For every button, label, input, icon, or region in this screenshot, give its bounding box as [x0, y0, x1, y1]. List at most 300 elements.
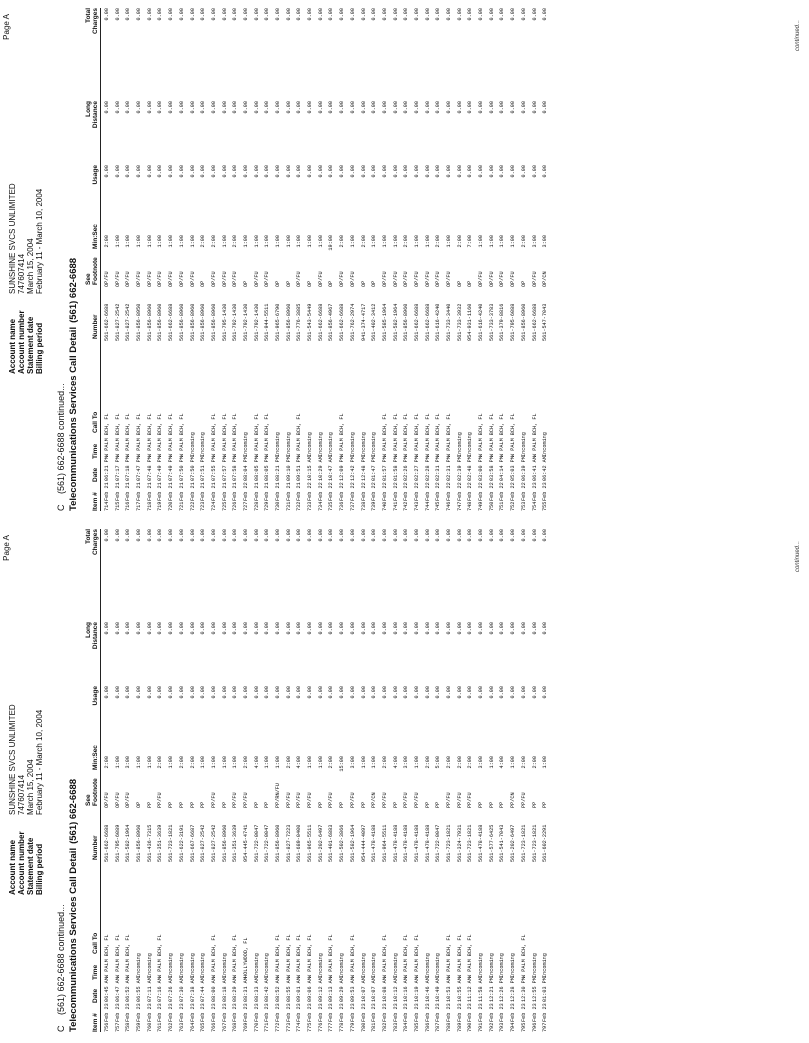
table-row	[412, 529, 423, 1032]
cell-time: 10:15 AM	[307, 456, 314, 481]
cell-time: 06:47 AM	[114, 977, 121, 1002]
cell-item: 767	[221, 1022, 228, 1032]
cell-footnote: OP	[360, 280, 367, 287]
cell-long-distance: 0.00	[296, 622, 303, 635]
cell-call-to: W PALM BCH, FL	[403, 413, 410, 457]
cell-min-sec: 2:00	[456, 756, 463, 769]
table-row	[391, 529, 402, 1032]
cell-total-charges: 0.00	[381, 529, 388, 542]
table-row	[508, 8, 519, 511]
cell-usage: 0.00	[200, 686, 207, 699]
cell-date: Feb 21	[114, 482, 121, 501]
cell-long-distance: 0.00	[349, 101, 356, 114]
cell-long-distance: 0.00	[275, 101, 281, 114]
cell-usage: 0.00	[168, 686, 175, 699]
cell-number: 561-616-4240	[435, 303, 442, 341]
cell-time: 08:21 PM	[275, 456, 281, 481]
cell-item: 723	[200, 501, 207, 511]
cell-usage: 0.00	[339, 165, 346, 178]
cell-item: 749	[478, 501, 485, 511]
cell-call-to: Incoming	[371, 953, 378, 978]
cell-footnote: OP	[456, 280, 463, 287]
cell-long-distance: 0.00	[349, 622, 356, 635]
cell-long-distance: 0.00	[307, 622, 314, 635]
cell-date: Feb 21	[168, 482, 175, 501]
cell-number: 561-478-4188	[424, 824, 431, 862]
cell-call-to: W PALM BCH, FL	[285, 934, 292, 978]
cell-number: 561-723-1821	[467, 824, 474, 862]
table-row	[401, 8, 412, 511]
cell-usage: 0.00	[275, 165, 281, 178]
cell-long-distance: 0.00	[381, 622, 388, 635]
table-row	[455, 529, 466, 1032]
table-row	[305, 529, 316, 1032]
table-row	[230, 529, 241, 1032]
table-title-text: Telecommunications Services Call Detail	[68, 326, 79, 511]
cell-number: 561-502-3866	[339, 824, 346, 862]
cell-date: Feb 23	[189, 1003, 196, 1022]
cell-long-distance: 0.00	[435, 101, 442, 114]
cell-usage: 0.00	[360, 686, 367, 699]
cell-call-to: W PALM BCH, FL	[253, 413, 260, 457]
cell-date: Feb 23	[328, 1003, 335, 1022]
page-label: Page A	[2, 535, 11, 561]
section-letter: C	[56, 1025, 66, 1032]
cell-min-sec: 1:00	[424, 235, 431, 248]
cell-number: 561-622-3191	[178, 824, 185, 862]
cell-number: 561-722-0047	[264, 824, 271, 862]
cell-date: Feb 22	[478, 482, 485, 501]
col-item: Item #	[92, 492, 99, 511]
cell-long-distance: 0.00	[125, 622, 132, 635]
cell-long-distance: 0.00	[146, 101, 153, 114]
cell-time: 10:16 AM	[403, 977, 410, 1002]
cell-number: 561-856-8960	[146, 303, 153, 341]
cell-call-to: W PALM BCH, FL	[136, 413, 143, 457]
cell-usage: 0.00	[435, 165, 442, 178]
cell-total-charges: 0.00	[264, 8, 271, 21]
cell-usage: 0.00	[371, 686, 378, 699]
cell-total-charges: 0.00	[285, 529, 292, 542]
cell-item: 782	[381, 1022, 388, 1032]
cell-usage: 0.00	[542, 165, 549, 178]
section-heading	[56, 383, 66, 511]
cell-long-distance: 0.00	[136, 101, 143, 114]
cell-long-distance: 0.00	[210, 101, 217, 114]
cell-call-to: Incoming	[542, 432, 549, 457]
cell-min-sec: 3:00	[349, 756, 356, 769]
table-row	[188, 8, 199, 511]
cell-time: 07:50 PM	[189, 456, 196, 481]
cell-usage: 0.00	[360, 165, 367, 178]
cell-usage: 0.00	[381, 165, 388, 178]
cell-total-charges: 0.00	[478, 529, 485, 542]
cell-usage: 0.00	[499, 686, 506, 699]
cell-long-distance: 0.00	[189, 622, 196, 635]
cell-call-to: Incoming	[510, 953, 517, 978]
cell-item: 729	[264, 501, 271, 511]
cell-date: Feb 22	[371, 482, 378, 501]
cell-time: 10:12 AM	[392, 977, 399, 1002]
table-row	[455, 8, 466, 511]
col-call-to: Call To	[92, 411, 99, 433]
table-header	[80, 529, 101, 1032]
billing-period-label: Billing period	[35, 322, 44, 374]
cell-number: 561-662-6688	[168, 303, 175, 341]
cell-usage: 0.00	[478, 686, 485, 699]
cell-item: 789	[456, 1022, 463, 1032]
table-row	[444, 8, 455, 511]
cell-footnote: OP/FU	[114, 271, 121, 287]
cell-item: 750	[488, 501, 495, 511]
cell-item: 774	[296, 1022, 303, 1032]
cell-min-sec: 1:00	[349, 235, 356, 248]
cell-usage: 0.00	[189, 165, 196, 178]
cell-item: 778	[339, 1022, 346, 1032]
cell-time: 07:18 PM	[125, 456, 132, 481]
cell-date: Feb 23	[114, 1003, 121, 1022]
cell-item: 730	[275, 501, 281, 511]
table-row	[530, 8, 541, 511]
cell-date: Feb 22	[520, 482, 527, 501]
cell-item: 784	[403, 1022, 410, 1032]
table-row	[326, 8, 337, 511]
cell-call-to: W PALM BCH, FL	[510, 413, 517, 457]
cell-long-distance: 0.00	[520, 622, 527, 635]
billing-period: February 11 - March 10, 2004	[35, 188, 44, 294]
cell-footnote: OP	[371, 280, 378, 287]
cell-footnote: OP/FU	[381, 271, 388, 287]
cell-item: 759	[136, 1022, 143, 1032]
table-row	[209, 529, 220, 1032]
cell-min-sec: 7:00	[467, 235, 474, 248]
cell-min-sec: 1:00	[168, 756, 175, 769]
col-footnote-bottom: Footnote	[92, 778, 99, 806]
cell-time: 10:08 AM	[381, 977, 388, 1002]
cell-date: Feb 22	[467, 482, 474, 501]
cell-number: 561-662-6688	[424, 303, 431, 341]
cell-date: Feb 23	[520, 1003, 527, 1022]
cell-footnote: PP	[499, 801, 506, 808]
table-row	[412, 8, 423, 511]
cell-footnote: OP	[242, 280, 249, 287]
table-row	[241, 529, 252, 1032]
cell-call-to: Incoming	[275, 432, 281, 457]
cell-long-distance: 0.00	[189, 101, 196, 114]
cell-date: Feb 23	[285, 1003, 292, 1022]
cell-number: 561-733-3440	[446, 303, 452, 341]
cell-min-sec: 3:00	[403, 756, 410, 769]
cell-min-sec: 1:00	[499, 235, 506, 248]
cell-call-to: W PALM BCH, FL	[114, 934, 121, 978]
cell-time: 08:55 AM	[285, 977, 292, 1002]
call-detail-panel	[0, 521, 809, 1042]
cell-date: Feb 23	[542, 482, 549, 501]
cell-call-to: W PALM BCH, FL	[157, 413, 164, 457]
cell-total-charges: 0.00	[339, 8, 346, 21]
cell-item: 793	[499, 1022, 506, 1032]
cell-min-sec: 2:00	[232, 235, 239, 248]
cell-date: Feb 23	[307, 1003, 314, 1022]
cell-min-sec: 1:00	[189, 235, 196, 248]
cell-total-charges: 0.00	[242, 8, 249, 21]
cell-number: 561-478-4188	[392, 824, 399, 862]
table-row	[220, 8, 231, 511]
cell-min-sec: 1:00	[371, 756, 378, 769]
cell-item: 760	[146, 1022, 153, 1032]
cell-long-distance: 0.00	[478, 101, 485, 114]
cell-item: 738	[360, 501, 367, 511]
cell-number: 561-856-8960	[189, 303, 196, 341]
cell-total-charges: 0.00	[467, 8, 474, 21]
cell-date: Feb 23	[296, 1003, 303, 1022]
cell-date: Feb 22	[349, 482, 356, 501]
cell-total-charges: 0.00	[125, 8, 132, 21]
cell-number: 561-856-8960	[285, 303, 292, 341]
cell-min-sec: 2:00	[520, 235, 527, 248]
col-call-to: Call To	[92, 932, 99, 954]
table-row	[380, 529, 391, 1032]
cell-usage: 0.00	[178, 686, 185, 699]
cell-min-sec: 1:00	[136, 756, 143, 769]
cell-long-distance: 0.00	[467, 622, 474, 635]
cell-number: 561-792-1430	[232, 303, 239, 341]
cell-item: 779	[349, 1022, 356, 1032]
account-name-label: Account name	[8, 318, 17, 374]
col-date: Date	[92, 988, 99, 1003]
table-row	[476, 8, 487, 511]
cell-min-sec: 1:00	[275, 235, 281, 248]
cell-usage: 0.00	[381, 686, 388, 699]
cell-min-sec: 1:00	[200, 756, 207, 769]
cell-time: 08:05 PM	[253, 456, 260, 481]
cell-usage: 0.00	[264, 165, 271, 178]
cell-time: 06:41 AM	[531, 456, 538, 481]
cell-usage: 0.00	[349, 165, 356, 178]
cell-date: Feb 23	[531, 1003, 538, 1022]
cell-total-charges: 0.00	[360, 8, 367, 21]
table-row	[487, 8, 498, 511]
cell-time: 09:01 AM	[296, 977, 303, 1002]
cell-item: 785	[413, 1022, 420, 1032]
cell-usage: 0.00	[136, 165, 143, 178]
cell-date: Feb 22	[435, 482, 442, 501]
table-row	[123, 8, 134, 511]
cell-min-sec: 1:00	[478, 235, 485, 248]
cell-total-charges: 0.00	[413, 8, 420, 21]
cell-total-charges: 0.00	[499, 529, 506, 542]
cell-time: 07:50 PM	[178, 456, 185, 481]
cell-usage: 0.00	[307, 686, 314, 699]
cell-min-sec: 2:00	[328, 756, 335, 769]
cell-call-to: W PALM BCH, FL	[488, 413, 495, 457]
cell-min-sec: 2:00	[210, 235, 217, 248]
cell-usage: 0.00	[467, 165, 474, 178]
cell-call-to: W PALM BCH, FL	[125, 934, 132, 978]
table-row	[113, 8, 124, 511]
cell-min-sec: 4:00	[499, 756, 506, 769]
cell-total-charges: 0.00	[157, 529, 164, 542]
table-row	[391, 8, 402, 511]
cell-date: Feb 23	[232, 1003, 239, 1022]
cell-call-to: Incoming	[435, 953, 442, 978]
cell-item: 763	[178, 1022, 185, 1032]
cell-item: 790	[467, 1022, 474, 1032]
cell-long-distance: 0.00	[104, 622, 110, 635]
cell-date: Feb 22	[317, 482, 324, 501]
cell-footnote: PP	[478, 801, 485, 808]
cell-min-sec: 3:00	[125, 756, 132, 769]
cell-long-distance: 0.00	[446, 101, 452, 114]
cell-footnote: OP/FU	[178, 271, 185, 287]
cell-number: 561-723-1821	[531, 824, 538, 862]
cell-usage: 0.00	[456, 686, 463, 699]
cell-call-to: Incoming	[360, 432, 367, 457]
cell-min-sec: 1:00	[168, 235, 175, 248]
col-footnote-bottom: Footnote	[92, 257, 99, 285]
cell-long-distance: 0.00	[285, 622, 292, 635]
table-row	[359, 8, 370, 511]
cell-date: Feb 22	[510, 482, 517, 501]
cell-item: 757	[114, 1022, 121, 1032]
cell-usage: 0.00	[242, 686, 249, 699]
cell-time: 08:18 AM	[221, 977, 228, 1002]
cell-long-distance: 0.00	[307, 101, 314, 114]
cell-time: 10:55 AM	[456, 977, 463, 1002]
table-row	[369, 8, 380, 511]
cell-usage: 0.00	[221, 686, 228, 699]
cell-item: 755	[542, 501, 549, 511]
cell-total-charges: 0.00	[392, 8, 399, 21]
cell-long-distance: 0.00	[435, 622, 442, 635]
cell-call-to: W PALM BCH, FL	[146, 413, 153, 457]
cell-time: 07:44 AM	[200, 977, 207, 1002]
cell-min-sec: 2:00	[242, 756, 249, 769]
cell-footnote: OP/FU	[136, 271, 143, 287]
cell-date: Feb 21	[157, 482, 164, 501]
cell-total-charges: 0.00	[499, 8, 506, 21]
cell-date: Feb 22	[456, 482, 463, 501]
cell-number: 561-722-0047	[435, 824, 442, 862]
cell-time: 03:00 PM	[478, 456, 485, 481]
cell-date: Feb 22	[360, 482, 367, 501]
cell-item: 715	[114, 501, 121, 511]
cell-number: 561-827-2542	[114, 303, 121, 341]
cell-call-to: W PALM BCH, FL	[446, 413, 452, 457]
call-rows	[102, 529, 551, 1032]
cell-date: Feb 23	[136, 1003, 143, 1022]
cell-date: Feb 21	[189, 482, 196, 501]
cell-long-distance: 0.00	[253, 622, 260, 635]
cell-time: 08:00 AM	[210, 977, 217, 1002]
cell-number: 561-795-6089	[114, 824, 121, 862]
cell-time: 07:49 PM	[168, 456, 175, 481]
table-row	[337, 529, 348, 1032]
cell-item: 718	[146, 501, 153, 511]
table-row	[209, 8, 220, 511]
cell-call-to: Incoming	[488, 953, 495, 978]
cell-item: 744	[424, 501, 431, 511]
cell-long-distance: 0.00	[328, 101, 335, 114]
cell-date: Feb 23	[456, 1003, 463, 1022]
cell-item: 770	[253, 1022, 260, 1032]
col-time: Time	[92, 443, 99, 459]
table-row	[294, 8, 305, 511]
cell-date: Feb 21	[210, 482, 217, 501]
cell-min-sec: 4:00	[392, 756, 399, 769]
cell-total-charges: 0.00	[467, 529, 474, 542]
cell-date: Feb 22	[339, 482, 346, 501]
cell-usage: 0.00	[210, 686, 217, 699]
cell-footnote: PP/FU	[232, 792, 239, 808]
cell-number: 561-856-8960	[210, 303, 217, 341]
col-usage: Usage	[92, 686, 99, 706]
cell-usage: 0.00	[392, 686, 399, 699]
cell-footnote: OP/FU	[253, 271, 260, 287]
cell-usage: 0.00	[510, 686, 517, 699]
table-row	[305, 8, 316, 511]
cell-long-distance: 0.00	[339, 101, 346, 114]
cell-long-distance: 0.00	[178, 101, 185, 114]
cell-footnote: OP/FU	[104, 792, 110, 808]
cell-date: Feb 21	[232, 482, 239, 501]
cell-min-sec: 1:00	[157, 235, 164, 248]
cell-total-charges: 0.00	[488, 529, 495, 542]
cell-number: 561-401-6883	[328, 824, 335, 862]
cell-total-charges: 0.00	[456, 529, 463, 542]
table-row	[123, 529, 134, 1032]
cell-usage: 0.00	[264, 686, 271, 699]
cell-time: 01:03 PM	[542, 977, 549, 1002]
cell-usage: 0.00	[456, 165, 463, 178]
cell-call-to: W PALM BCH, FL	[307, 934, 314, 978]
cell-min-sec: 1:00	[125, 235, 132, 248]
table-row	[359, 529, 370, 1032]
cell-min-sec: 2:00	[104, 756, 110, 769]
cell-usage: 0.00	[531, 165, 538, 178]
cell-total-charges: 0.00	[253, 8, 260, 21]
cell-date: Feb 23	[392, 1003, 399, 1022]
cell-time: 07:49 PM	[157, 456, 164, 481]
cell-time: 08:31 AM	[242, 977, 249, 1002]
cell-usage: 0.00	[403, 165, 410, 178]
cell-date: Feb 22	[413, 482, 420, 501]
col-long-distance-bottom: Distance	[92, 622, 99, 650]
page-label: Page A	[2, 14, 11, 40]
cell-total-charges: 0.00	[221, 8, 228, 21]
statement-page-top	[0, 0, 809, 521]
cell-footnote: OP/CN	[542, 271, 549, 287]
cell-time: 03:58 PM	[488, 456, 495, 481]
cell-call-to: W PALM BCH, FL	[296, 934, 303, 978]
cell-footnote: OP/FU	[531, 271, 538, 287]
cell-date: Feb 21	[146, 482, 153, 501]
cell-long-distance: 0.00	[136, 622, 143, 635]
cell-long-distance: 0.00	[285, 101, 292, 114]
billing-period-label: Billing period	[35, 843, 44, 895]
cell-number: 561-733-3783	[488, 303, 495, 341]
cell-footnote: PP/FU	[467, 792, 474, 808]
cell-date: Feb 22	[488, 482, 495, 501]
cell-date: Feb 23	[499, 1003, 506, 1022]
cell-time: 07:55 PM	[210, 456, 217, 481]
cell-item: 722	[189, 501, 196, 511]
cell-item: 733	[307, 501, 314, 511]
cell-item: 796	[531, 1022, 538, 1032]
cell-date: Feb 23	[435, 1003, 442, 1022]
cell-number: 561-662-6688	[317, 303, 324, 341]
cell-footnote: OP	[136, 801, 143, 808]
